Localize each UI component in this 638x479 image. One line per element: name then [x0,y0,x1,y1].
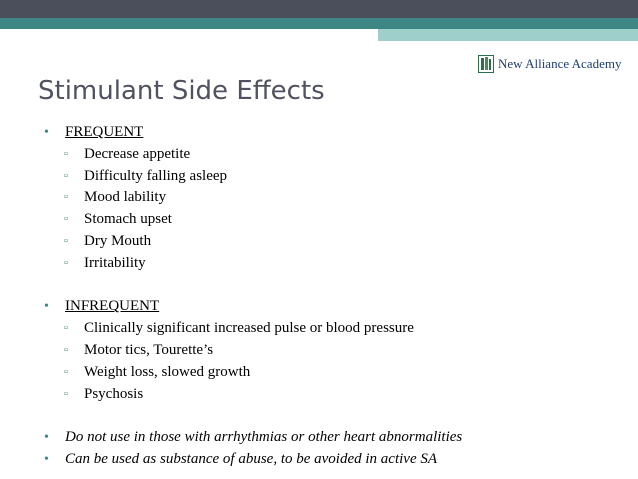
slide-title: Stimulant Side Effects [38,76,325,106]
infrequent-item-text: Clinically significant increased pulse or blood pressure [84,320,414,337]
frequent-item-text: Irritability [84,254,146,271]
bullet-square-icon: ▫ [64,387,68,400]
academy-logo-text: New Alliance Academy [498,56,622,71]
header-band-dark [0,0,638,18]
bullet-dot-icon: • [44,430,49,446]
bullet-dot-icon: • [44,125,49,140]
bullet-square-icon: ▫ [64,191,68,204]
list-item [44,384,624,406]
frequent-item-text: Stomach upset [84,211,172,228]
bullet-square-icon: ▫ [64,234,68,247]
bullet-square-icon: ▫ [64,365,68,378]
frequent-item-text: Dry Mouth [84,232,152,249]
bullet-dot-icon: • [44,451,49,467]
frequent-heading: FREQUENT [65,124,144,140]
list-item [44,187,624,209]
frequent-item-text: Decrease appetite [84,145,191,162]
bullet-square-icon: ▫ [64,213,68,226]
frequent-item-text: Difficulty falling asleep [84,167,228,184]
infrequent-item-text: Weight loss, slowed growth [84,363,251,380]
note-item [44,427,624,449]
slide-body [44,122,624,471]
list-item [44,318,624,340]
header-band-teal [0,18,638,29]
academy-logo [478,55,621,73]
note-text: Can be used as substance of abuse, to be avoided in active SA [65,450,438,467]
bullet-square-icon: ▫ [64,322,68,335]
section-spacer [44,405,624,427]
note-item [44,449,624,471]
list-item [44,144,624,166]
list-item [44,253,624,275]
bullet-square-icon: ▫ [64,147,68,160]
infrequent-item-text: Psychosis [84,385,144,402]
section-spacer [44,275,624,297]
list-item [44,231,624,253]
academy-logo-icon [478,55,494,73]
bullet-square-icon: ▫ [64,343,68,356]
infrequent-heading-item [44,296,624,318]
frequent-heading-item [44,122,624,144]
bullet-square-icon: ▫ [64,169,68,182]
list-item [44,362,624,384]
header-band-light [378,29,638,41]
list-item [44,209,624,231]
note-text: Do not use in those with arrhythmias or other heart abnormalities [65,429,463,446]
bullet-square-icon: ▫ [64,256,68,269]
bullet-dot-icon: • [44,299,49,315]
list-item [44,166,624,188]
infrequent-heading: INFREQUENT [65,298,160,315]
frequent-item-text: Mood lability [84,189,167,206]
infrequent-item-text: Motor tics, Tourette’s [84,341,214,358]
list-item [44,340,624,362]
